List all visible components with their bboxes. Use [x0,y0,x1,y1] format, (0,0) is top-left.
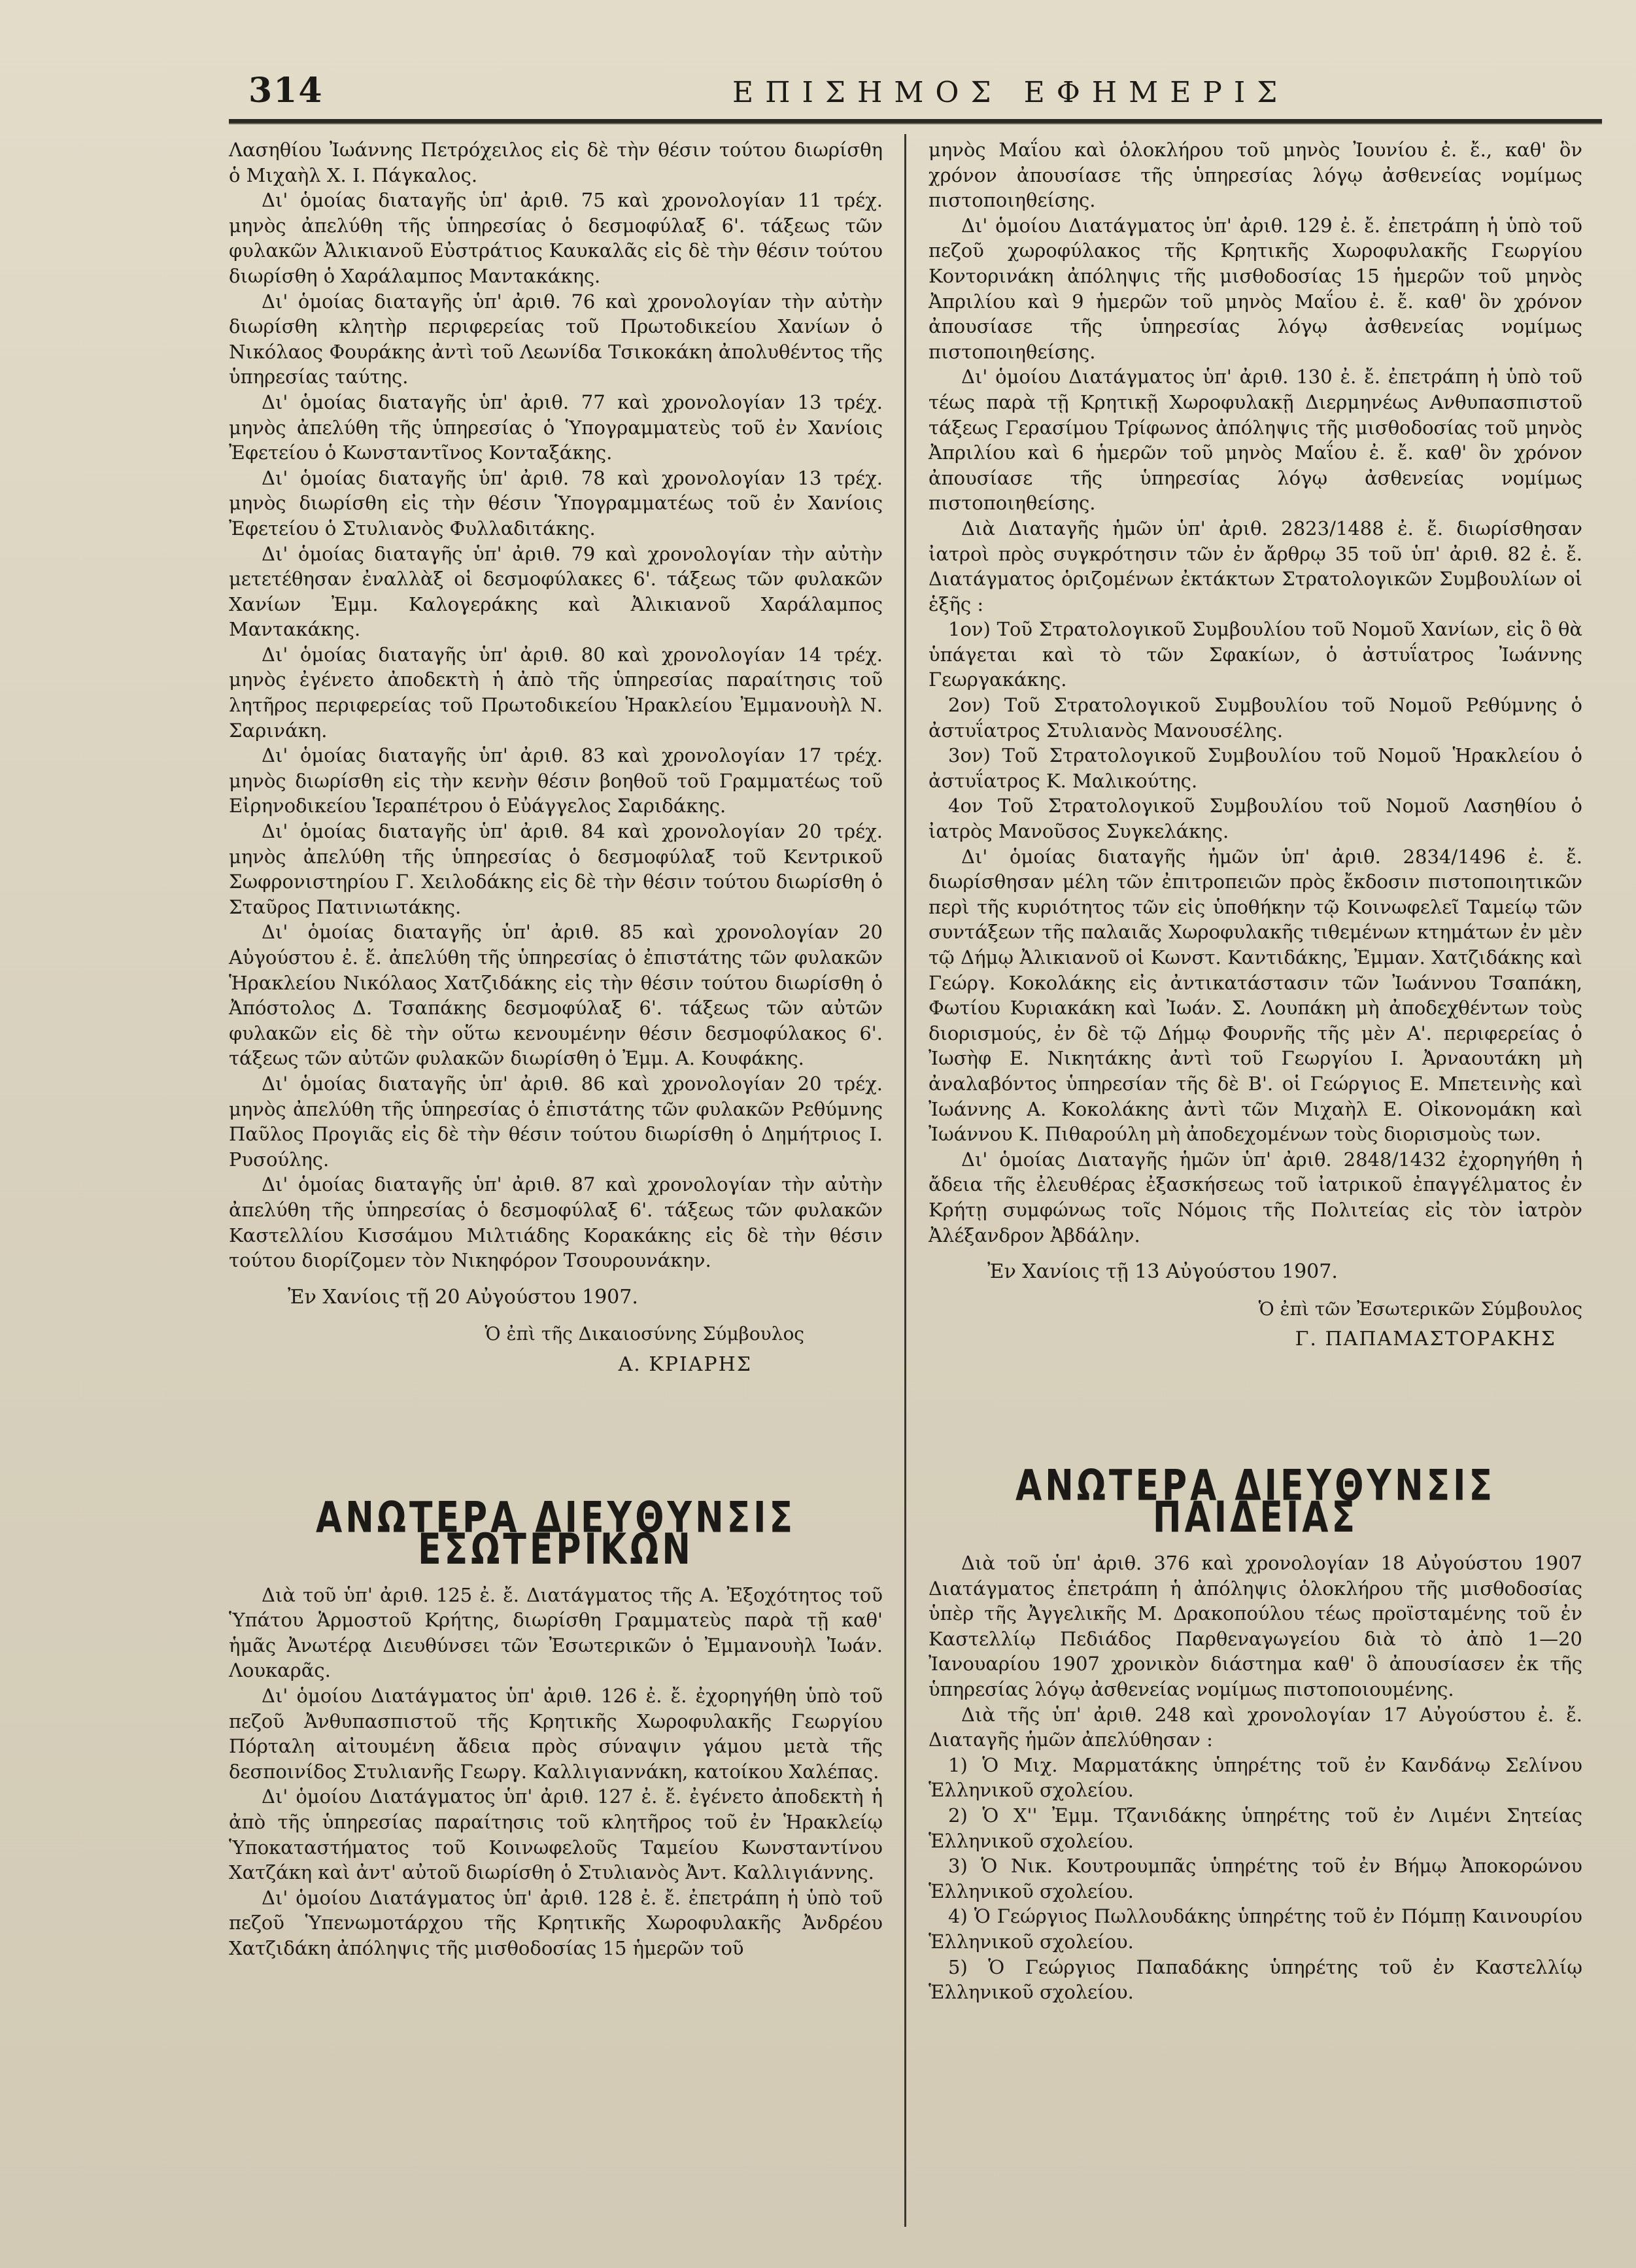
page-number: 314 [248,71,324,111]
header-rule [229,119,1602,124]
list-item: 1ον) Τοῦ Στρατολογικοῦ Συμβουλίου τοῦ Νομοῦ Χανίων, εἰς ὃ θὰ ὑπάγεται καὶ τὸ τῶν Σφακίων, ὁ ἀστυΐατρος Ἰωάννης Γεωργακάκης. [929,618,1582,691]
paragraph: μηνὸς Μαΐου καὶ ὁλοκλήρου τοῦ μηνὸς Ἰουνίου ἐ. ἔ., καθ' ὃν χρόνον ἀπουσίασε τῆς ὑπηρεσίας λόγῳ ἀσθενείας νομίμως πιστοποιηθείσης. [929,139,1582,212]
signatory-role: Ὁ ἐπὶ τῆς Δικαιοσύνης Σύμβουλος [485,1323,804,1345]
paragraph: Δι' ὁμοίας διαταγῆς ὑπ' ἀριθ. 84 καὶ χρονολογίαν 20 τρέχ. μηνὸς ἀπελύθη τῆς ὑπηρεσίας ὁ δεσμοφύλαξ τοῦ Κεντρικοῦ Σωφρονιστηρίου Γ. Χειλοδάκης εἰς δὲ τὴν θέσιν τούτου διωρίσθη ὁ Σταῦρος Πατινιωτάκης. [229,820,883,918]
signatory-role: Ὁ ἐπὶ τῶν Ἐσωτερικῶν Σύμβουλος [1258,1297,1582,1320]
paragraph: Δι' ὁμοίας διαταγῆς ἡμῶν ὑπ' ἀριθ. 2834/1496 ἐ. ἔ. διωρίσθησαν μέλη τῶν ἐπιτροπειῶν πρὸς ἔκδοσιν πιστοποιητικῶν περὶ τῆς κυριότητος τῶν εἰς ὑποθήκην τῷ Κοινωφελεῖ Ταμείῳ τῶν συντάξεων τῆς παλαιᾶς Χωροφυλακῆς τιθεμένων κτημάτων ἐν μὲν τῷ Δήμῳ Ἀλικιανοῦ οἱ Κωνστ. Καντιδάκης, Ἐμμαν. Χατζιδάκης καὶ Γεώργ. Κοκολάκης εἰς ἀντικατάστασιν τῶν Ἰωάννου Τσαπάκη, Φωτίου Κυριακάκη καὶ Ἰωάν. Σ. Λουπάκη μὴ ἀποδεχθέντων τοὺς διορισμούς, ἐν δὲ τῷ Δήμῳ Φουρνῆς τῆς μὲν Α'. περιφερείας ὁ Ἰωσὴφ Ε. Νικητάκης ἀντὶ τοῦ Γεωργίου Ι. Ἀρναουτάκη μὴ ἀναλαβόντος ὑπηρεσίαν τῆς δὲ Β'. οἱ Γεώργιος Ε. Μπετεινὴς καὶ Ἰωάννης Α. Κοκολάκης ἀντὶ τῶν Μιχαὴλ Ε. Οἰκονομάκη καὶ Ἰωάννου Κ. Πιθαρούλη μὴ ἀποδεχομένων τοὺς διορισμοὺς των. [929,845,1582,1146]
paragraph: Δι' ὁμοίας διαταγῆς ὑπ' ἀριθ. 83 καὶ χρονολογίαν 17 τρέχ. μηνὸς διωρίσθη εἰς τὴν κενὴν θέσιν βοηθοῦ τοῦ Γραμματέως τοῦ Εἰρηνοδικείου Ἱεραπέτρου ὁ Εὐάγγελος Σαριδάκης. [229,744,883,817]
paragraph: Δι' ὁμοίου Διατάγματος ὑπ' ἀριθ. 127 ἐ. ἔ. ἐγένετο ἀποδεκτὴ ἡ ἀπὸ τῆς ὑπηρεσίας παραίτησις τοῦ κλητῆρος τοῦ ἐν Ἡρακλείῳ Ὑποκαταστήματος τοῦ Κοινωφελοῦς Ταμείου Κωνσταντίνου Χατζάκη καὶ ἀντ' αὐτοῦ διωρίσθη ὁ Στυλιανὸς Ἀντ. Καλλιγιάννης. [229,1785,883,1884]
left-column [229,137,883,2204]
paragraph: Διὰ τῆς ὑπ' ἀριθ. 248 καὶ χρονολογίαν 17 Αὐγούστου ἐ. ἔ. Διαταγῆς ἡμῶν ἀπελύθησαν : [929,1703,1582,1751]
list-item: 2) Ὁ Χ'' Ἐμμ. Τζανιδάκης ὑπηρέτης τοῦ ἐν Λιμένι Σητείας Ἑλληνικοῦ σχολείου. [929,1804,1582,1852]
list-item: 3) Ὁ Νικ. Κουτρουμπᾶς ὑπηρέτης τοῦ ἐν Βήμῳ Ἀποκορώνου Ἑλληνικοῦ σχολείου. [929,1855,1582,1902]
list-item: 3ον) Τοῦ Στρατολογικοῦ Συμβουλίου τοῦ Νομοῦ Ἡρακλείου ὁ ἀστυΐατρος Κ. Μαλικούτης. [929,744,1582,792]
list-item: 4) Ὁ Γεώργιος Πωλλουδάκης ὑπηρέτης τοῦ ἐν Πόμπῃ Καινουρίου Ἑλληνικοῦ σχολείου. [929,1905,1582,1953]
paragraph: Δι' ὁμοίας διαταγῆς ὑπ' ἀριθ. 86 καὶ χρονολογίαν 20 τρέχ. μηνὸς ἀπελύθη τῆς ὑπηρεσίας ὁ ἐπιστάτης τῶν φυλακῶν Ρεθύμνης Παῦλος Προγιᾶς εἰς δὲ τὴν θέσιν τούτου διωρίσθη ὁ Δημήτριος Ι. Ρυσούλης. [229,1072,883,1171]
paragraph: Διὰ τοῦ ὑπ' ἀριθ. 125 ἐ. ἔ. Διατάγματος τῆς Α. Ἐξοχότητος τοῦ Ὑπάτου Ἁρμοστοῦ Κρήτης, διωρίσθη Γραμματεὺς παρὰ τῇ καθ' ἡμᾶς Ἀνωτέρᾳ Διευθύνσει τῶν Ἐσωτερικῶν ὁ Ἐμμανουὴλ Ἰωάν. Λουκαρᾶς. [229,1583,883,1682]
newspaper-title: ΕΠΙΣΗΜΟΣ ΕΦΗΜΕΡΙΣ [732,76,1289,109]
paragraph: Δι' ὁμοίου Διατάγματος ὑπ' ἀριθ. 129 ἐ. ἔ. ἐπετράπη ἡ ὑπὸ τοῦ πεζοῦ χωροφύλακος τῆς Κρητικῆς Χωροφυλακῆς Γεωργίου Κοντορινάκη ἀπόληψις τῆς μισθοδοσίας 15 ἡμερῶν τοῦ μηνὸς Ἀπριλίου καὶ 9 ἡμερῶν τοῦ μηνὸς Μαΐου ἐ. ἔ. καθ' ὃν χρόνον ἀπουσίασε τῆς ὑπηρεσίας λόγῳ ἀσθενείας νομίμως πιστοποιηθείσης. [929,214,1582,363]
paragraph: Δι' ὁμοίας διαταγῆς ὑπ' ἀριθ. 80 καὶ χρονολογίαν 14 τρέχ. μηνὸς ἐγένετο ἀποδεκτὴ ἡ ἀπὸ τῆς ὑπηρεσίας παραίτησις τοῦ λητῆρος περιφερείας τοῦ Πρωτοδικείου Ἡρακλείου Ἐμμανουὴλ Ν. Σαρινάκη. [229,643,883,742]
paragraph: Δι' ὁμοίας διαταγῆς ὑπ' ἀριθ. 87 καὶ χρονολογίαν τὴν αὐτὴν ἀπελύθη τῆς ὑπηρεσίας ὁ δεσμοφύλαξ 6'. τάξεως τῶν φυλακῶν Καστελλίου Κισσάμου Μιλτιάδης Κορακάκης εἰς δὲ τὴν θέσιν τούτου διορίζομεν τὸν Νικηφόρον Τσουρουνάκην. [229,1173,883,1272]
section-heading: ΑΝΩΤΕΡΑ ΔΙΕΥΘΥΝΣΙΣ ΕΣΩΤΕΡΙΚΩΝ [316,1493,796,1574]
list-item: 4ον Τοῦ Στρατολογικοῦ Συμβουλίου τοῦ Νομοῦ Λασηθίου ὁ ἰατρὸς Μανοῦσος Συγκελάκης. [929,795,1582,843]
signatory-name: Α. ΚΡΙΑΡΗΣ [618,1352,752,1376]
paragraph: Δι' ὁμοίας διαταγῆς ὑπ' ἀριθ. 77 καὶ χρονολογίαν 13 τρέχ. μηνὸς ἀπελύθη τῆς ὑπηρεσίας ὁ Ὑπογραμματεὺς τοῦ ἐν Χανίοις Ἐφετείου ὁ Κωνσταντῖνος Κονταξάκης. [229,390,883,464]
list-item: 5) Ὁ Γεώργιος Παπαδάκης ὑπηρέτης τοῦ ἐν Καστελλίῳ Ἑλληνικοῦ σχολείου. [929,1955,1582,2004]
paragraph: Δι' ὁμοίου Διατάγματος ὑπ' ἀριθ. 126 ἐ. ἔ. ἐχορηγήθη ὑπὸ τοῦ πεζοῦ Ἀνθυπασπιστοῦ τῆς Κρητικῆς Χωροφυλακῆς Γεωργίου Πόρταλη αἰτουμένη ἄδεια πρὸς σύναψιν γάμου μετὰ τῆς δεσποινίδος Στυλιανῆς Γεωργ. Καλλιγιαννάκη, κατοίκου Χαλέπας. [229,1685,883,1783]
paragraph: Λασηθίου Ἰωάννης Πετρόχειλος εἰς δὲ τὴν θέσιν τούτου διωρίσθη ὁ Μιχαὴλ Χ. Ι. Πάγκαλος. [229,139,883,186]
paragraph: Δι' ὁμοίου Διατάγματος ὑπ' ἀριθ. 128 ἐ. ἔ. ἐπετράπη ἡ ὑπὸ τοῦ πεζοῦ Ὑπενωμοτάρχου τῆς Κρητικῆς Χωροφυλακῆς Ἀνδρέου Χατζιδάκη ἀπόληψις τῆς μισθοδοσίας 15 ἡμερῶν τοῦ [229,1886,883,1959]
page-header [248,71,1609,116]
list-item: 1) Ὁ Μιχ. Μαρματάκης ὑπηρέτης τοῦ ἐν Κανδάνῳ Σελίνου Ἑλληνικοῦ σχολείου. [929,1753,1582,1802]
paragraph: Δι' ὁμοίας διαταγῆς ὑπ' ἀριθ. 85 καὶ χρονολογίαν 20 Αὐγούστου ἐ. ἔ. ἀπελύθη τῆς ὑπηρεσίας ὁ ἐπιστάτης τῶν φυλακῶν Ἡρακλείου Νικόλαος Χατζιδάκης εἰς τὴν θέσιν τούτου διωρίσθη ὁ Ἀπόστολος Δ. Τσαπάκης δεσμοφύλαξ 6'. τάξεως τῶν αὐτῶν φυλακῶν εἰς δὲ τὴν οὕτω κενουμένην θέσιν δεσμοφύλακος 6'. τάξεως τῶν αὐτῶν φυλακῶν διωρίσθη ὁ Ἐμμ. Α. Κουφάκης. [229,921,883,1070]
section-heading: ΑΝΩΤΕΡΑ ΔΙΕΥΘΥΝΣΙΣ ΠΑΙΔΕΙΑΣ [1015,1461,1495,1542]
paragraph: Δι' ὁμοίας διαταγῆς ὑπ' ἀριθ. 76 καὶ χρονολογίαν τὴν αὐτὴν διωρίσθη κλητὴρ περιφερείας τοῦ Πρωτοδικείου Χανίων ὁ Νικόλαος Φουράκης ἀντὶ τοῦ Λεωνίδα Τσικοκάκη ἀπολυθέντος τῆς ὑπηρεσίας ταύτης. [229,290,883,388]
paragraph: Δι' ὁμοίου Διατάγματος ὑπ' ἀριθ. 130 ἐ. ἔ. ἐπετράπη ἡ ὑπὸ τοῦ τέως παρὰ τῇ Κρητικῇ Χωροφυλακῇ Διερμηνέως Ανθυπασπιστοῦ τάξεως Γερασίμου Τρίφωνος ἀπόληψις τῆς μισθοδοσίας τοῦ μηνὸς Ἀπριλίου καὶ 6 ἡμερῶν τοῦ μηνὸς Μαΐου ἐ. ἔ. καθ' ὃν χρόνον ἀπουσίασε τῆς ὑπηρεσίας λόγῳ ἀσθενείας νομίμως πιστοποιηθείσης. [929,366,1582,515]
paragraph: Δι' ὁμοίας Διαταγῆς ἡμῶν ὑπ' ἀριθ. 2848/1432 ἐχορηγήθη ἡ ἄδεια τῆς ἐλευθέρας ἐξασκήσεως τοῦ ἰατρικοῦ ἐπαγγέλματος ἐν Κρήτῃ συμφώνως τοῖς Νόμοις τῆς Πολιτείας εἰς τὸν ἰατρὸν Ἀλέξανδρον Ἀβδάλην. [929,1148,1582,1246]
dateline: Ἐν Χανίοις τῇ 20 Αὐγούστου 1907. [288,1285,638,1309]
paragraph: Διὰ τοῦ ὑπ' ἀριθ. 376 καὶ χρονολογίαν 18 Αὐγούστου 1907 Διατάγματος ἐπετράπη ἡ ἀπόληψις ὁλοκλήρου τῆς μισθοδοσίας ὑπὲρ τῆς Ἀγγελικῆς Μ. Δρακοπούλου τέως προϊσταμένης τοῦ ἐν Καστελλίῳ Πεδιάδος Παρθεναγωγείου διὰ τὸ ἀπὸ 1—20 Ἰανουαρίου 1907 χρονικὸν διάστημα καθ' ὃ ἀπουσίασεν ἐκ τῆς ὑπηρεσίας λόγῳ ἀσθενείας νομίμως πιστοποιουμένης. [929,1552,1582,1701]
paragraph: Δι' ὁμοίας διαταγῆς ὑπ' ἀριθ. 78 καὶ χρονολογίαν 13 τρέχ. μηνὸς διωρίσθη εἰς τὴν θέσιν Ὑπογραμματέως τοῦ ἐν Χανίοις Ἐφετείου ὁ Στυλιανὸς Φυλλαδιτάκης. [229,466,883,540]
dateline: Ἐν Χανίοις τῇ 13 Αὐγούστου 1907. [987,1260,1338,1284]
paragraph: Δι' ὁμοίας διαταγῆς ὑπ' ἀριθ. 79 καὶ χρονολογίαν τὴν αὐτὴν μετετέθησαν ἐναλλὰξ οἱ δεσμοφύλακες 6'. τάξεως τῶν φυλακῶν Χανίων Ἐμμ. Καλογεράκης καὶ Ἀλικιανοῦ Χαράλαμπος Μαντακάκης. [229,542,883,641]
column-divider [904,134,906,2227]
list-item: 2ον) Τοῦ Στρατολογικοῦ Συμβουλίου τοῦ Νομοῦ Ρεθύμνης ὁ ἀστυΐατρος Στυλιανὸς Μανουσέλης. [929,694,1582,742]
paragraph: Διὰ Διαταγῆς ἡμῶν ὑπ' ἀριθ. 2823/1488 ἐ. ἔ. διωρίσθησαν ἰατροὶ πρὸς συγκρότησιν τῶν ἐν ἄρθρῳ 35 τοῦ ὑπ' ἀριθ. 82 ἐ. ἔ. Διατάγματος ὁριζομένων ἐκτάκτων Στρατολογικῶν Συμβουλίων οἱ ἑξῆς : [929,517,1582,615]
paragraph: Δι' ὁμοίας διαταγῆς ὑπ' ἀριθ. 75 καὶ χρονολογίαν 11 τρέχ. μηνὸς ἀπελύθη τῆς ὑπηρεσίας ὁ δεσμοφύλαξ 6'. τάξεως τῶν φυλακῶν Ἀλικιανοῦ Εὐστράτιος Καυκαλᾶς εἰς δὲ τὴν θέσιν τούτου διωρίσθη ὁ Χαράλαμπος Μαντακάκης. [229,189,883,287]
right-column [929,137,1582,2204]
signatory-name: Γ. ΠΑΠΑΜΑΣΤΟΡΑΚΗΣ [1295,1328,1556,1351]
